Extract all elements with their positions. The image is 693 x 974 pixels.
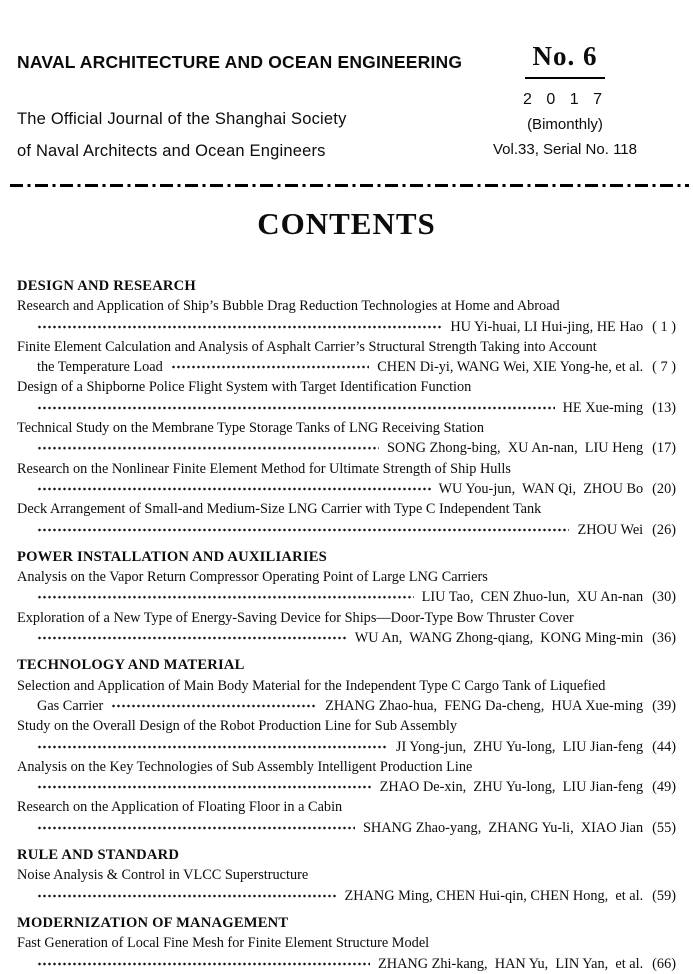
toc-sections [17, 276, 676, 974]
article-entry [17, 865, 676, 906]
dotted-leader [37, 954, 370, 974]
dotted-leader [171, 357, 369, 377]
entry-title-line: Finite Element Calculation and Analysis of Asphalt Carrier’s Structural Strength Taking into Account [17, 338, 597, 355]
entry-authors: ZHOU Wei [577, 521, 644, 538]
entry-title-line: Selection and Application of Main Body Material for the Independent Type C Cargo Tank of Liquefied [17, 677, 606, 694]
entry-title-line: Deck Arrangement of Small-and Medium-Size LNG Carrier with Type C Independent Tank [17, 501, 542, 518]
entry-authors: ZHAO De-xin, ZHU Yu-long, LIU Jian-feng [379, 779, 644, 796]
entry-authors: LIU Tao, CEN Zhuo-lun, XU An-nan [421, 589, 644, 606]
issue-year: 2 0 1 7 [523, 91, 607, 108]
entry-title-line: Research on the Application of Floating Floor in a Cabin [17, 799, 343, 816]
article-entry [17, 337, 676, 378]
section-title: MODERNIZATION OF MANAGEMENT [17, 914, 289, 931]
issue-volume: Vol.33, Serial No. 118 [493, 141, 637, 158]
entry-title-continuation: the Temperature Load [37, 359, 163, 376]
entry-authors: WU You-jun, WAN Qi, ZHOU Bo [438, 480, 644, 497]
contents-title: CONTENTS [257, 206, 436, 241]
dotted-leader [37, 737, 388, 757]
dotted-leader [37, 438, 379, 458]
entry-page-number: ( 7 ) [652, 359, 676, 376]
entry-leader-line [17, 628, 676, 648]
section-title: TECHNOLOGY AND MATERIAL [17, 657, 245, 674]
dotted-leader [37, 777, 372, 797]
entry-page-number: (26) [652, 521, 676, 538]
section-title: RULE AND STANDARD [17, 847, 180, 864]
article-entry [17, 499, 676, 540]
entry-leader-line [17, 587, 676, 607]
entry-page-number: (30) [652, 589, 676, 606]
toc-section [17, 547, 676, 648]
article-entry [17, 608, 676, 649]
dotted-leader [37, 398, 555, 418]
entry-page-number: (44) [652, 738, 676, 755]
entry-authors: JI Yong-jun, ZHU Yu-long, LIU Jian-feng [395, 738, 644, 755]
entry-authors: HE Xue-ming [562, 399, 644, 416]
entry-page-number: (39) [652, 697, 676, 714]
article-entry [17, 716, 676, 757]
dotted-leader [111, 696, 317, 716]
entry-title-line: Fast Generation of Local Fine Mesh for Finite Element Structure Model [17, 935, 430, 952]
entry-authors: ZHANG Ming, CHEN Hui-qin, CHEN Hong, et al. [344, 887, 644, 904]
entry-leader-line [17, 357, 676, 377]
entry-leader-line [17, 479, 676, 499]
issue-info-block [459, 41, 671, 158]
entry-authors: ZHANG Zhao-hua, FENG Da-cheng, HUA Xue-ming [325, 697, 644, 714]
entry-page-number: (55) [652, 819, 676, 836]
entry-page-number: (13) [652, 399, 676, 416]
entry-page-number: (49) [652, 779, 676, 796]
entry-leader-line [17, 818, 676, 838]
dotted-leader [37, 587, 414, 607]
journal-subtitle-line2: of Naval Architects and Ocean Engineers [17, 142, 326, 160]
entry-title-line: Analysis on the Key Technologies of Sub Assembly Intelligent Production Line [17, 758, 473, 775]
article-entry [17, 757, 676, 798]
entry-authors: WU An, WANG Zhong-qiang, KONG Ming-min [354, 630, 644, 647]
entry-title-line: Research and Application of Ship’s Bubble Drag Reduction Technologies at Home and Abroad [17, 298, 560, 315]
entry-leader-line [17, 777, 676, 797]
entry-title-line: Design of a Shipborne Police Flight System with Target Identification Function [17, 379, 472, 396]
entry-page-number: (17) [652, 440, 676, 457]
article-entry [17, 797, 676, 838]
entry-page-number: ( 1 ) [652, 318, 676, 335]
entry-leader-line [17, 398, 676, 418]
entry-page-number: (20) [652, 480, 676, 497]
dash-dot-divider [10, 184, 689, 187]
entry-title-line: Technical Study on the Membrane Type Storage Tanks of LNG Receiving Station [17, 420, 484, 437]
article-entry [17, 676, 676, 717]
toc-section [17, 913, 676, 974]
entry-leader-line [17, 737, 676, 757]
issue-number: No. 6 [532, 41, 598, 71]
entry-authors: ZHANG Zhi-kang, HAN Yu, LIN Yan, et al. [378, 955, 644, 972]
section-title: POWER INSTALLATION AND AUXILIARIES [17, 548, 327, 565]
entry-title-line: Noise Analysis & Control in VLCC Superstructure [17, 867, 309, 884]
entry-title-line: Study on the Overall Design of the Robot Production Line for Sub Assembly [17, 718, 457, 735]
entry-leader-line [17, 886, 676, 906]
toc-section [17, 655, 676, 838]
entry-title-continuation: Gas Carrier [37, 697, 104, 714]
section-title: DESIGN AND RESEARCH [17, 278, 196, 294]
issue-number-rule [525, 77, 605, 79]
entry-title-line: Research on the Nonlinear Finite Element Method for Ultimate Strength of Ship Hulls [17, 460, 511, 477]
dotted-leader [37, 317, 442, 337]
issue-frequency: (Bimonthly) [527, 116, 603, 133]
article-entry [17, 459, 676, 500]
toc-section [17, 845, 676, 906]
entry-leader-line [17, 520, 676, 540]
dotted-leader [37, 628, 347, 648]
journal-subtitle-line1: The Official Journal of the Shanghai Society [17, 110, 347, 128]
entry-page-number: (59) [652, 887, 676, 904]
entry-authors: CHEN Di-yi, WANG Wei, XIE Yong-he, et al. [377, 359, 644, 376]
article-entry [17, 296, 676, 337]
entry-title-line: Analysis on the Vapor Return Compressor Operating Point of Large LNG Carriers [17, 569, 488, 586]
entry-authors: SHANG Zhao-yang, ZHANG Yu-li, XIAO Jian [362, 819, 644, 836]
entry-leader-line [17, 696, 676, 716]
entry-leader-line [17, 438, 676, 458]
article-entry [17, 933, 676, 974]
toc-section [17, 276, 676, 540]
dotted-leader [37, 886, 337, 906]
article-entry [17, 567, 676, 608]
entry-page-number: (66) [652, 955, 676, 972]
entry-leader-line [17, 317, 676, 337]
entry-leader-line [17, 954, 676, 974]
article-entry [17, 418, 676, 459]
entry-page-number: (36) [652, 630, 676, 647]
entry-title-line: Exploration of a New Type of Energy-Saving Device for Ships—Door-Type Bow Thruster Cover [17, 609, 574, 626]
entry-authors: SONG Zhong-bing, XU An-nan, LIU Heng [387, 440, 644, 457]
dotted-leader [37, 818, 355, 838]
dotted-leader [37, 479, 431, 499]
dotted-leader [37, 520, 569, 540]
entry-authors: HU Yi-huai, LI Hui-jing, HE Hao [450, 318, 644, 335]
article-entry [17, 377, 676, 418]
journal-title: NAVAL ARCHITECTURE AND OCEAN ENGINEERING [17, 52, 463, 72]
